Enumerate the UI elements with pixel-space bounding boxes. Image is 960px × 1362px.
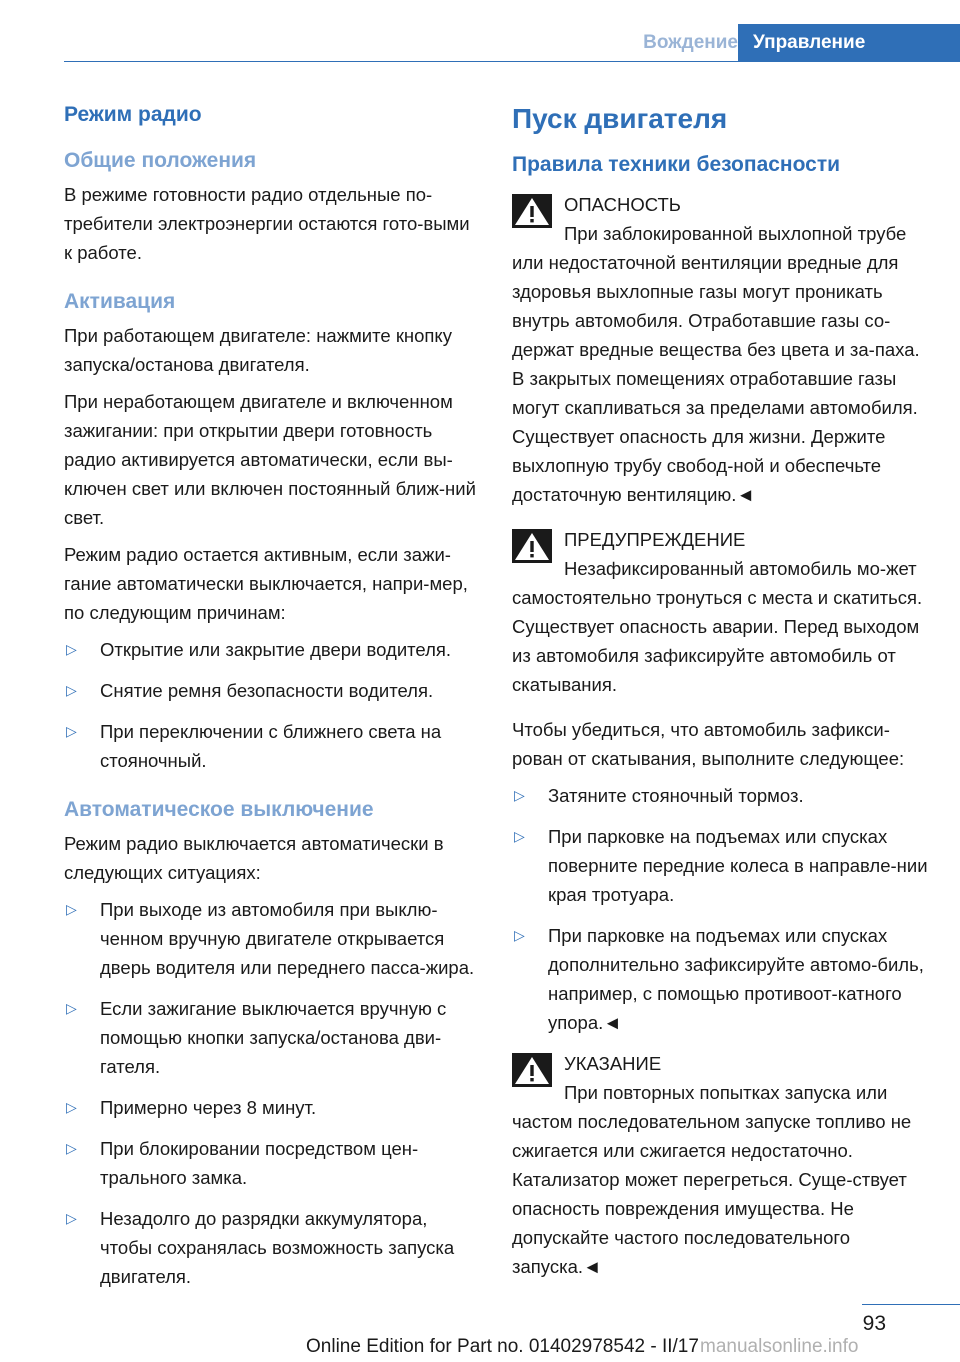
triangle-right-icon: ▷: [66, 682, 77, 698]
list-item: ▷ Незадолго до разрядки аккумулятора, чтобы сохранялась возможность запуска двигателя.: [64, 1204, 482, 1291]
footer-rule: [862, 1304, 960, 1305]
notice-title: УКАЗАНИЕ: [564, 1053, 662, 1074]
warning-notice: [512, 525, 932, 699]
edition-text: Online Edition for Part no. 01402978542 - II/17: [306, 1336, 699, 1357]
triangle-right-icon: ▷: [66, 641, 77, 657]
triangle-right-icon: ▷: [514, 828, 525, 844]
list-item: ▷ Если зажигание выключается вручную с помощью кнопки запуска/останова дви-гателя.: [64, 994, 482, 1081]
tab-driving[interactable]: Вождение: [643, 32, 738, 53]
activation-paragraph-2: При неработающем двигателе и включенном зажигании: при открытии двери готовность радио активируется автоматически, если вы-ключен свет или включен постоянный ближ-ний свет.: [64, 391, 476, 528]
danger-title: ОПАСНОСТЬ: [564, 194, 681, 215]
activation-paragraph-3: Режим радио остается активным, если зажи-гание автоматически выключается, напри-мер, по следующим причинам:: [64, 544, 468, 623]
section-title-radio-mode: Режим радио: [64, 103, 202, 126]
activation-heading: Активация: [64, 290, 176, 313]
list-item: ▷ Снятие ремня безопасности водителя.: [64, 676, 482, 705]
list-item: ▷ При парковке на подъемах или спусках дополнительно зафиксируйте автомо-биль, например, с помощью противоот-катного упора.◄: [512, 921, 932, 1037]
list-item: ▷ При парковке на подъемах или спусках поверните передние колеса в направле-нии края тротуара.: [512, 822, 932, 909]
danger-notice: [512, 190, 932, 509]
tab-controls[interactable]: Управление: [738, 24, 960, 62]
rollaway-text: Чтобы убедиться, что автомобиль зафикси-рован от скатывания, выполните следующее:: [512, 719, 905, 769]
triangle-right-icon: ▷: [66, 1000, 77, 1016]
list-item: ▷ Примерно через 8 минут.: [64, 1093, 482, 1122]
list-item: ▷ Открытие или закрытие двери водителя.: [64, 635, 482, 664]
auto-off-text: Режим радио выключается автоматически в следующих ситуациях:: [64, 833, 444, 883]
triangle-right-icon: ▷: [514, 787, 525, 803]
rollaway-list: [512, 781, 932, 1037]
list-item: ▷ При выходе из автомобиля при выклю-ченном вручную двигателе открывается дверь водителя или переднего пасса-жира.: [64, 895, 482, 982]
general-heading: Общие положения: [64, 149, 257, 172]
activation-list: [64, 635, 482, 775]
left-column: [64, 100, 482, 1303]
triangle-right-icon: ▷: [66, 901, 77, 917]
info-notice: [512, 1049, 932, 1281]
triangle-right-icon: ▷: [514, 927, 525, 943]
section-title-engine-start: Пуск двигателя: [512, 103, 728, 134]
warning-triangle-icon: [512, 1053, 552, 1087]
general-text: В режиме готовности радио отдельные по-требители электроэнергии остаются гото-выми к работе.: [64, 184, 470, 263]
warning-triangle-icon: [512, 529, 552, 563]
notice-text: При повторных попытках запуска или частом последовательном запуске топливо не сжигается или сжигается недостаточно. Катализатор может перегреться. Суще-ствует опасность повреждения имущества. Не допускайте частого последовательного запуска.◄: [512, 1082, 912, 1277]
triangle-right-icon: ▷: [66, 1210, 77, 1226]
watermark: manualsonline.info: [700, 1336, 859, 1357]
warning-title: ПРЕДУПРЕЖДЕНИЕ: [564, 529, 746, 550]
safety-heading: Правила техники безопасности: [512, 153, 841, 176]
triangle-right-icon: ▷: [66, 1099, 77, 1115]
triangle-right-icon: ▷: [66, 1140, 77, 1156]
auto-off-list: [64, 895, 482, 1291]
warning-triangle-icon: [512, 194, 552, 228]
triangle-right-icon: ▷: [66, 723, 77, 739]
auto-off-heading: Автоматическое выключение: [64, 798, 374, 821]
list-item: ▷ Затяните стояночный тормоз.: [512, 781, 932, 810]
warning-text: Незафиксированный автомобиль мо-жет самостоятельно тронуться с места и скатиться. Существует опасность аварии. Перед выходом из автомобиля зафиксируйте автомобиль от скатывания.: [512, 558, 923, 695]
page-number: 93: [862, 1312, 886, 1335]
list-item: ▷ При блокировании посредством цен-трального замка.: [64, 1134, 482, 1192]
right-column: [512, 100, 932, 1297]
activation-paragraph-1: При работающем двигателе: нажмите кнопку запуска/останова двигателя.: [64, 325, 452, 375]
list-item: ▷ При переключении с ближнего света на стояночный.: [64, 717, 482, 775]
danger-text: При заблокированной выхлопной трубе или недостаточной вентиляции вредные для здоровья выхлопные газы могут проникать внутрь автомобиля. Отработавшие газы со-держат вредные вещества без цвета и за-паха. В закрытых помещениях отработавшие газы могут скапливаться за пределами автомобиля. Существует опасность для жизни. Держите выхлопную трубу свобод-ной и обеспечьте достаточную вентиляцию.◄: [512, 223, 920, 505]
